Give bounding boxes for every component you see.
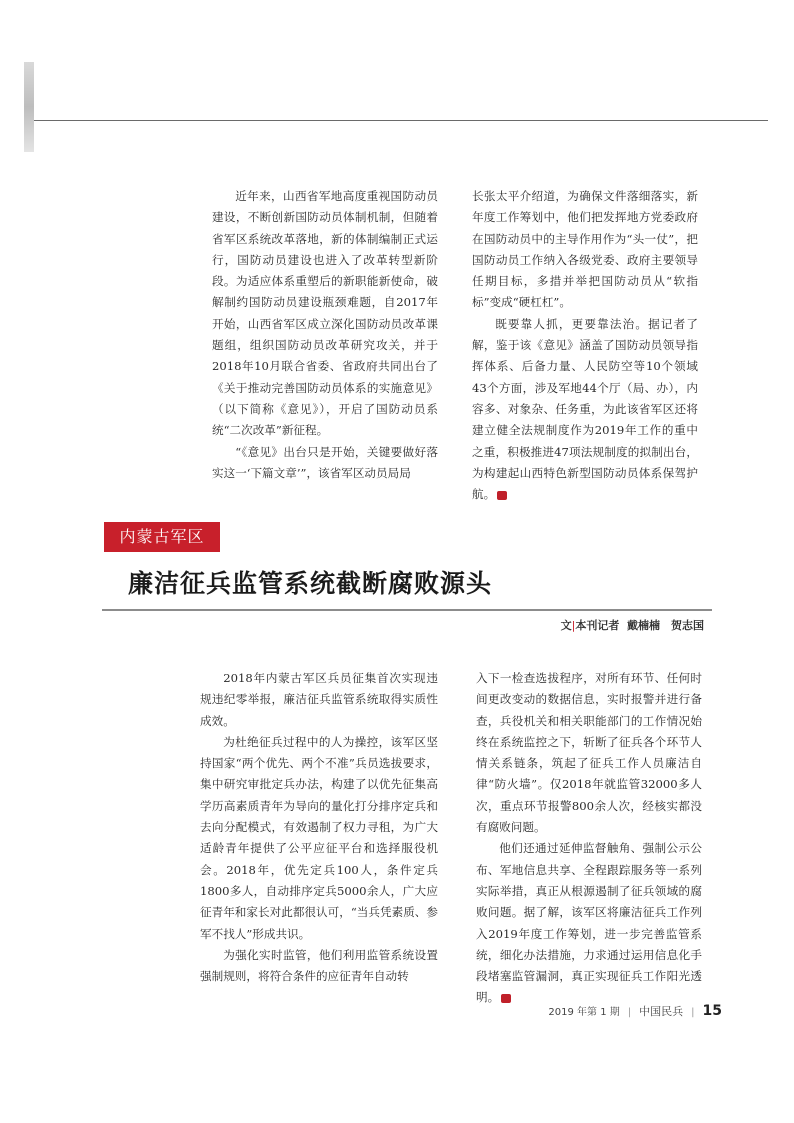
- page-footer: [548, 1003, 722, 1019]
- footer-issue: 2019 年第 1 期: [548, 1007, 620, 1018]
- article2-column-1: [200, 668, 438, 987]
- byline-authors: 戴楠楠 贺志国: [627, 619, 704, 632]
- article1-column-1: [212, 186, 438, 484]
- page-number: 15: [702, 1003, 722, 1019]
- footer-separator: |: [627, 1007, 632, 1018]
- top-divider: [34, 120, 768, 121]
- article1-column-2: [472, 186, 698, 505]
- paragraph: 入下一检查选拔程序，对所有环节、任何时间更改变动的数据信息，实时报警并进行备查，兵役机关和相关职能部门的工作情况始终在系统监控之下，斩断了征兵各个环节人情关系链条，筑起了征兵工作人员廉洁自律“防火墙”。仅2018年就监管32000多人次，重点环节报警800余人次，经核实都没有腐败问题。: [476, 671, 702, 835]
- end-mark-icon: ◆: [501, 994, 511, 1003]
- page-edge-decoration: [24, 62, 34, 152]
- paragraph: 为杜绝征兵过程中的人为操控，该军区坚持国家“两个优先、两个不准”兵员选拔要求，集中研究审批定兵办法，构建了以优先征集高学历高素质青年为导向的量化打分排序定兵和去向分配模式，有效遏制了权力寻租，为广大适龄青年提供了公平应征平台和选择服役机会。2018年，优先定兵100人，条件定兵1800多人，自动排序定兵5000余人，广大应征青年和家长对此都很认可，“当兵凭素质、参军不找人”形成共识。: [200, 734, 438, 941]
- footer-magazine-name: 中国民兵: [639, 1005, 684, 1018]
- paragraph: 他们还通过延伸监督触角、强制公示公布、军地信息共享、全程跟踪服务等一系列实际举措，真正从根源遏制了征兵领域的腐败问题。据了解，该军区将廉洁征兵工作列入2019年度工作筹划，进一步完善监管系统，细化办法措施，力求通过运用信息化手段堵塞监管漏洞，真正实现征兵工作阳光透明。 ◆: [476, 841, 702, 1005]
- paragraph: “《意见》出台只是开始，关键要做好落实这一‘下篇文章’”，该省军区动员局局: [212, 444, 438, 480]
- end-mark-icon: ◆: [497, 491, 507, 500]
- paragraph: 2018年内蒙古军区兵员征集首次实现违规违纪零举报，廉洁征兵监管系统取得实质性成效。: [200, 671, 438, 728]
- headline-divider: [102, 609, 712, 611]
- paragraph: 长张太平介绍道，为确保文件落细落实，新年度工作筹划中，他们把发挥地方党委政府在国防动员中的主导作用作为“头一仗”，把国防动员工作纳入各级党委、政府主要领导任期目标，多措并举把国防动员从“软指标”变成“硬杠杠”。: [472, 189, 698, 310]
- footer-separator: |: [691, 1007, 695, 1018]
- paragraph: 近年来，山西省军地高度重视国防动员建设，不断创新国防动员体制机制，但随着省军区系统改革落地，新的体制编制正式运行，国防动员建设也进入了改革转型新阶段。为适应体系重塑后的新职能新使命，破解制约国防动员建设瓶颈难题，自2017年开始，山西省军区成立深化国防动员改革课题组，组织国防动员改革研究攻关，并于2018年10月联合省委、省政府共同出台了《关于推动完善国防动员体系的实施意见》（以下简称《意见》），开启了国防动员系统“二次改革”新征程。: [212, 189, 438, 438]
- byline-separator: |: [571, 619, 576, 632]
- byline: [561, 617, 704, 633]
- paragraph: 为强化实时监管，他们利用监管系统设置强制规则，将符合条件的应征青年自动转: [200, 947, 438, 984]
- byline-prefix: 文: [560, 619, 572, 632]
- paragraph: 既要靠人抓，更要靠法治。据记者了解，鉴于该《意见》涵盖了国防动员领导指挥体系、后备力量、人民防空等10个领域43个方面，涉及军地44个厅（局、办），内容多、对象杂、任务重，为此该省军区还将建立健全法规制度作为2019年工作的重中之重，积极推进47项法规制度的拟制出台，为构建起山西特色新型国防动员体系保驾护航。 ◆: [472, 316, 698, 502]
- section-tag: 内蒙古军区: [104, 522, 220, 552]
- byline-role: 本刊记者: [575, 619, 620, 632]
- article2-column-2: [476, 668, 702, 1009]
- article-headline: 廉洁征兵监管系统截断腐败源头: [128, 569, 493, 598]
